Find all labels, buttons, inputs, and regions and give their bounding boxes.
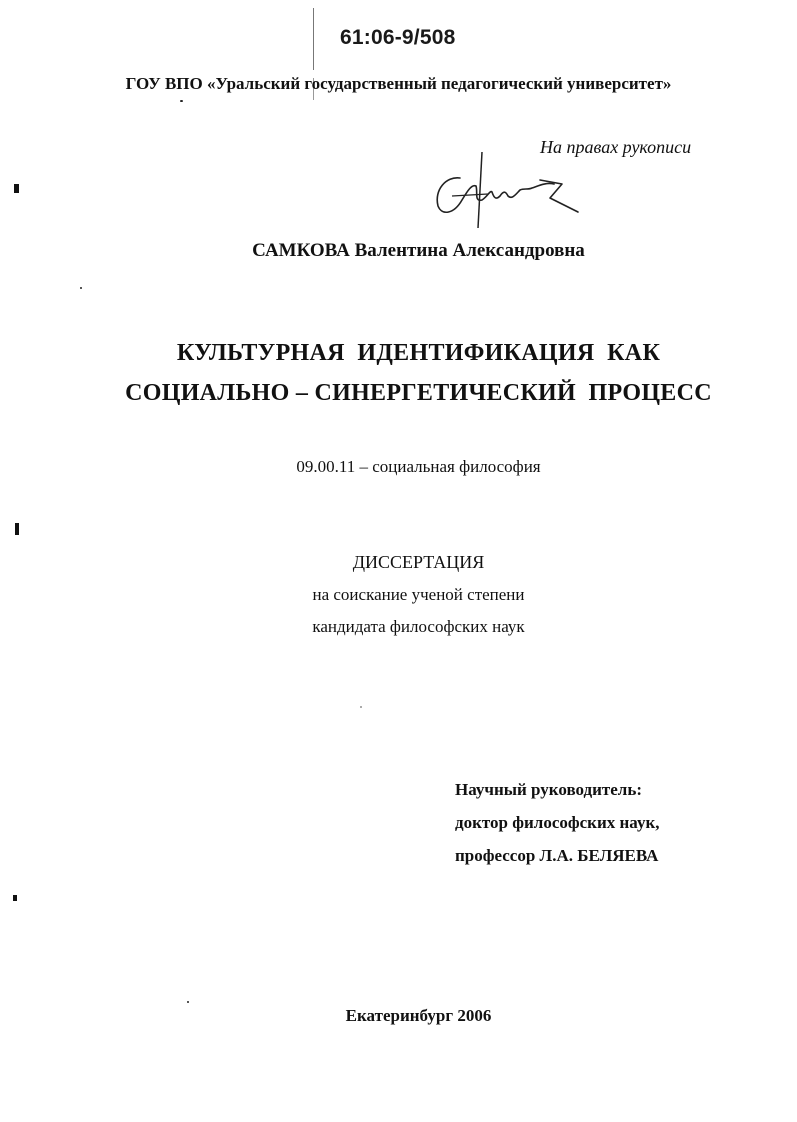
degree: кандидата философских наук [312, 617, 525, 636]
city-year: Екатеринбург 2006 [345, 1006, 492, 1025]
supervisor-name: профессор Л.А. БЕЛЯЕВА [455, 846, 659, 865]
scan-speck-3 [187, 1001, 189, 1003]
binding-mark-2 [15, 523, 19, 535]
scan-speck-4 [360, 706, 362, 708]
supervisor-label: Научный руководитель: [455, 780, 642, 799]
university-name: ГОУ ВПО «Уральский государственный педагогический университет» [125, 74, 672, 93]
dissertation-purpose: на соискание ученой степени [312, 585, 525, 604]
handwritten-signature [428, 150, 588, 230]
library-code: 61:06-9/508 [340, 26, 456, 49]
dissertation-label: ДИССЕРТАЦИЯ [352, 552, 485, 572]
scan-speck-2 [80, 287, 82, 289]
binding-mark-3 [13, 895, 17, 901]
scan-speck-1 [180, 100, 183, 102]
title-line-1: КУЛЬТУРНАЯ ИДЕНТИФИКАЦИЯ КАК [176, 340, 661, 366]
supervisor-degree: доктор философских наук, [455, 813, 660, 832]
author-name: САМКОВА Валентина Александровна [252, 240, 585, 261]
title-line-2: СОЦИАЛЬНО – СИНЕРГЕТИЧЕСКИЙ ПРОЦЕСС [125, 380, 712, 406]
specialty: 09.00.11 – социальная философия [296, 457, 541, 476]
scan-vertical-line [313, 8, 314, 70]
binding-mark-1 [14, 184, 19, 193]
rights-note: На правах рукописи [540, 137, 692, 157]
